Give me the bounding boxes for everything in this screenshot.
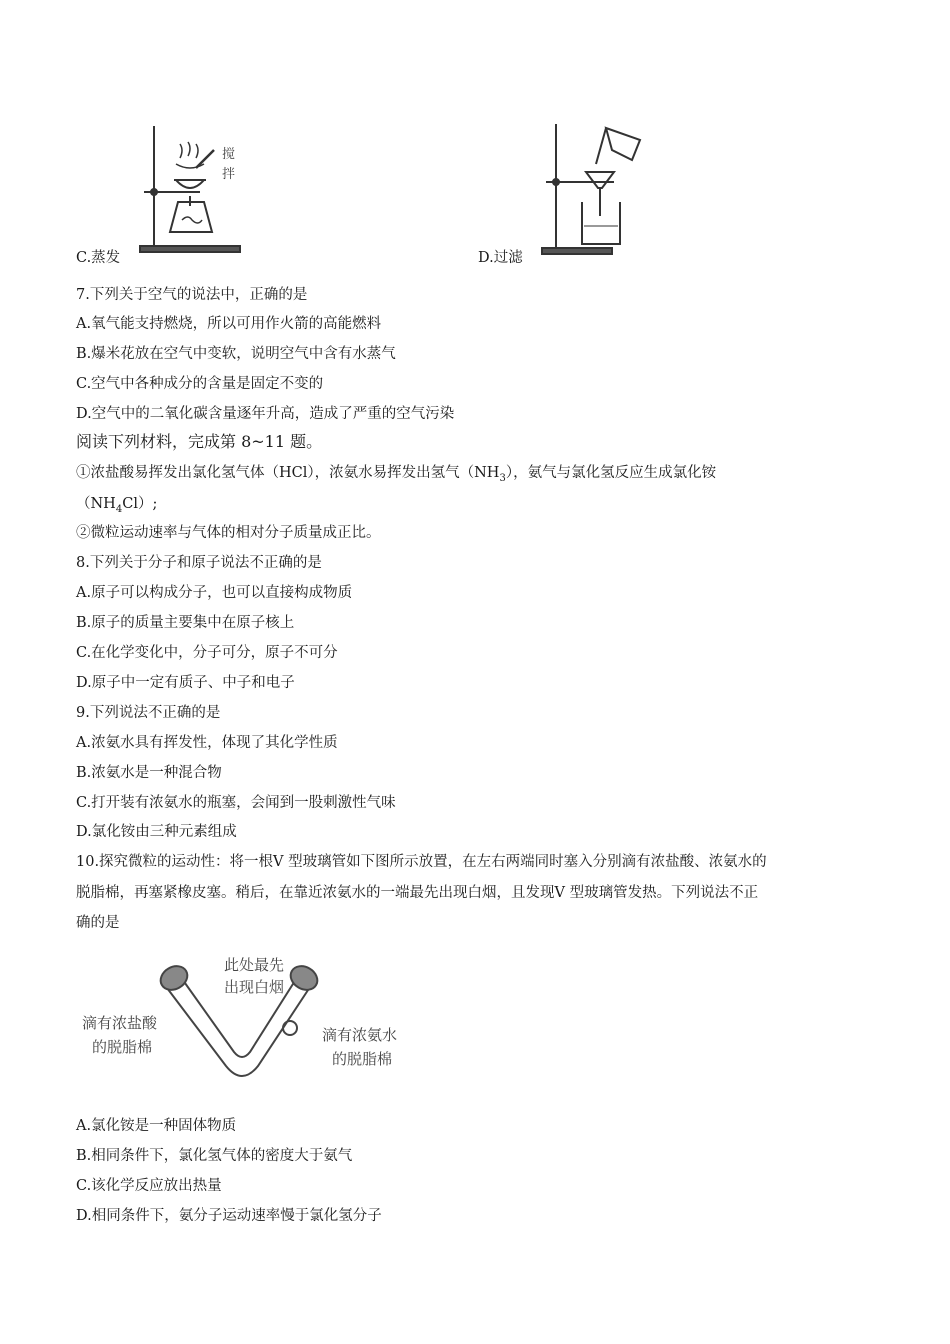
q7-stem: 7.下列关于空气的说法中，正确的是 [76,287,308,303]
q7-option-b: B.爆米花放在空气中变软，说明空气中含有水蒸气 [76,346,396,362]
hcl-cotton-label-1: 滴有浓盐酸 [82,1014,158,1032]
hcl-cotton-label-2: 的脱脂棉 [92,1038,153,1056]
q7-option-a: A.氧气能支持燃烧，所以可用作火箭的高能燃料 [76,316,382,332]
q10-option-d: D.相同条件下，氨分子运动速率慢于氯化氢分子 [76,1208,382,1224]
figure-c-label: C.蒸发 [76,250,121,266]
q10-stem-line-2: 脱脂棉，再塞紧橡皮塞。稍后，在靠近浓氨水的一端最先出现白烟，且发现V 型玻璃管发热。下列说法不正 [76,885,759,901]
q7-option-d: D.空气中的二氧化碳含量逐年升高，造成了严重的空气污染 [76,406,455,422]
q9-stem: 9.下列说法不正确的是 [76,705,221,721]
q9-option-b: B.浓氨水是一种混合物 [76,765,222,781]
q8-option-c: C.在化学变化中，分子可分，原子不可分 [76,645,338,661]
white-smoke-label-2: 出现白烟 [224,978,285,996]
ammonia-cotton-label-2: 的脱脂棉 [332,1050,393,1068]
reading-item-1-cont: $(NH_4Cl)$; [76,496,158,515]
q10-option-c: C.该化学反应放出热量 [76,1178,222,1194]
q9-option-a: A.浓氨水具有挥发性，体现了其化学性质 [76,735,338,751]
q10-stem-line-3: 确的是 [76,915,120,931]
q9-option-d: D.氯化铵由三种元素组成 [76,824,237,840]
reading-intro: 阅读下列材料，完成第 8~11 题。 [76,432,323,451]
stir-label-1: 搅 [222,147,236,162]
q8-option-a: A.原子可以构成分子，也可以直接构成物质 [76,585,353,601]
q10-option-b: B.相同条件下，氯化氢气体的密度大于氨气 [76,1148,353,1164]
v-tube-experiment-figure [76,948,426,1098]
filtration-apparatus-figure [536,120,656,260]
figure-d-label: D.过滤 [478,250,523,266]
white-smoke-label-1: 此处最先 [224,956,285,974]
reading-item-1: ①浓盐酸易挥发出氯化氢气体（HCl），浓氨水易挥发出氢气$(NH_3)$，氨气与氯化氢反应生成氯化铵 [76,465,717,484]
q10-stem-line-1: 10.探究微粒的运动性：将一根V 型玻璃管如下图所示放置，在左右两端同时塞入分别滴有浓盐酸、浓氨水的 [76,854,767,870]
q8-option-b: B.原子的质量主要集中在原子核上 [76,615,295,631]
stir-label-2: 拌 [222,167,236,182]
q9-option-c: C.打开装有浓氨水的瓶塞，会闻到一股刺激性气味 [76,795,396,811]
q8-option-d: D.原子中一定有质子、中子和电子 [76,675,295,691]
reading-item-2: ②微粒运动速率与气体的相对分子质量成正比。 [76,525,381,541]
evaporation-apparatus-figure [130,120,250,260]
q7-option-c: C.空气中各种成分的含量是固定不变的 [76,376,324,392]
q10-option-a: A.氯化铵是一种固体物质 [76,1118,237,1134]
ammonia-cotton-label-1: 滴有浓氨水 [322,1026,398,1044]
q8-stem: 8.下列关于分子和原子说法不正确的是 [76,555,322,571]
